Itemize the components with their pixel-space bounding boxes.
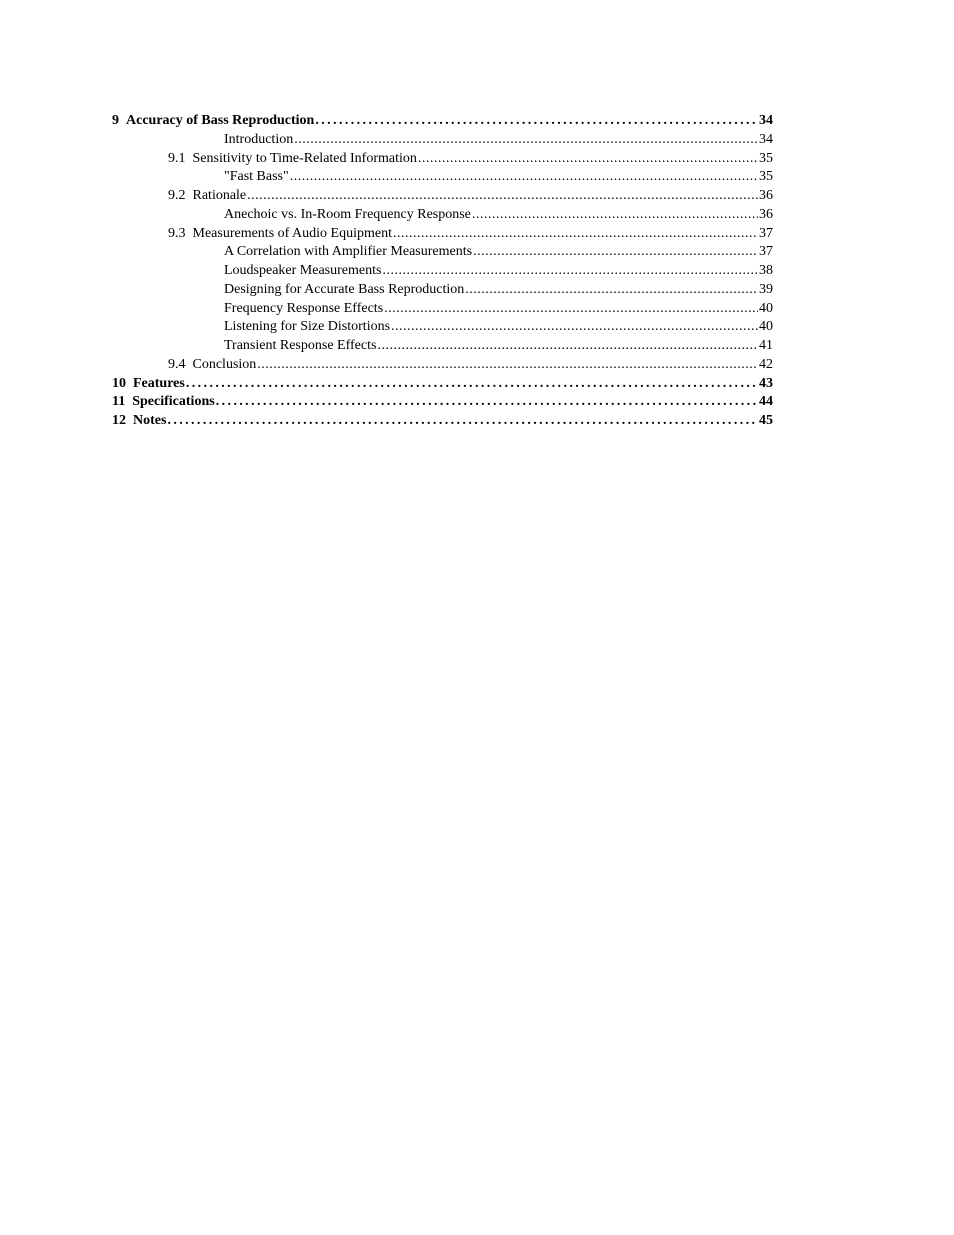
toc-entry-title: Measurements of Audio Equipment [192, 225, 392, 241]
toc-entry-title: Introduction [224, 131, 294, 147]
toc-entry-loudspeaker-measurements[interactable] [112, 262, 773, 281]
toc-entry-page: 36 [759, 188, 773, 203]
toc-entry-page: 40 [759, 300, 773, 316]
toc-entry-page: 45 [759, 413, 773, 428]
toc-entry-title: Conclusion [192, 356, 257, 372]
toc-entry-page: 34 [759, 131, 773, 147]
toc-entry-page: 40 [759, 319, 773, 335]
toc-entry-page: 43 [759, 375, 773, 391]
table-of-contents [112, 112, 773, 431]
toc-entry-chapter-9[interactable] [112, 112, 773, 131]
toc-entry-page: 35 [759, 150, 773, 166]
toc-dot-leader [315, 112, 758, 131]
toc-entry-title: Listening for Size Distortions [224, 319, 391, 335]
toc-entry-title: Anechoic vs. In-Room Frequency Response [224, 206, 471, 222]
toc-entry-transient-response[interactable] [112, 337, 773, 356]
toc-entry-number: 11 [112, 394, 126, 410]
toc-entry-chapter-10[interactable] [112, 375, 773, 394]
toc-entry-designing-bass[interactable] [112, 281, 773, 300]
toc-dot-leader [384, 300, 758, 319]
toc-entry-page: 41 [759, 338, 773, 353]
toc-entry-title: "Fast Bass" [224, 169, 289, 185]
toc-dot-leader [391, 318, 758, 337]
toc-dot-leader [472, 206, 758, 225]
toc-entry-title: Accuracy of Bass Reproduction [126, 113, 315, 128]
toc-dot-leader [186, 375, 758, 394]
toc-entry-title: Notes [133, 413, 167, 428]
toc-entry-fast-bass[interactable] [112, 168, 773, 187]
toc-entry-page: 35 [759, 169, 773, 185]
toc-entry-amplifier-correlation[interactable] [112, 243, 773, 262]
toc-entry-number: 10 [112, 375, 126, 391]
toc-dot-leader [377, 337, 758, 356]
toc-entry-page: 39 [759, 281, 773, 297]
toc-entry-frequency-response-effects[interactable] [112, 300, 773, 319]
toc-dot-leader [418, 150, 758, 169]
toc-entry-number: 9.3 [168, 225, 186, 241]
toc-entry-size-distortions[interactable] [112, 318, 773, 337]
toc-entry-section-9-4[interactable] [112, 356, 773, 375]
toc-dot-leader [290, 168, 758, 187]
toc-entry-section-9-1[interactable] [112, 150, 773, 169]
toc-dot-leader [294, 131, 758, 150]
toc-dot-leader [465, 281, 758, 300]
toc-entry-page: 37 [759, 225, 773, 241]
toc-dot-leader [216, 393, 758, 412]
toc-entry-title: Designing for Accurate Bass Reproduction [224, 281, 465, 297]
toc-entry-title: Loudspeaker Measurements [224, 263, 382, 278]
toc-dot-leader [473, 243, 758, 262]
toc-dot-leader [247, 187, 758, 206]
toc-entry-title: Features [133, 375, 185, 391]
toc-entry-section-9-3[interactable] [112, 225, 773, 244]
toc-entry-title: Specifications [132, 394, 215, 410]
toc-entry-anechoic-vs-in-room[interactable] [112, 206, 773, 225]
toc-entry-introduction[interactable] [112, 131, 773, 150]
toc-entry-number: 9 [112, 113, 119, 128]
toc-entry-title: Transient Response Effects [224, 338, 377, 353]
toc-entry-number: 9.2 [168, 188, 186, 203]
toc-entry-number: 12 [112, 413, 126, 428]
toc-entry-chapter-11[interactable] [112, 393, 773, 412]
toc-entry-title: Rationale [192, 188, 247, 203]
toc-entry-title: Sensitivity to Time-Related Information [192, 150, 417, 166]
toc-entry-page: 37 [759, 244, 773, 260]
toc-entry-title: A Correlation with Amplifier Measurements [224, 244, 473, 260]
toc-entry-page: 38 [759, 263, 773, 278]
toc-entry-page: 34 [759, 113, 773, 128]
toc-entry-page: 42 [759, 356, 773, 372]
toc-entry-number: 9.4 [168, 356, 186, 372]
toc-entry-chapter-12[interactable] [112, 412, 773, 431]
toc-dot-leader [257, 356, 758, 375]
toc-dot-leader [393, 225, 758, 244]
toc-dot-leader [167, 412, 758, 431]
toc-entry-page: 44 [759, 394, 773, 410]
toc-entry-section-9-2[interactable] [112, 187, 773, 206]
toc-entry-page: 36 [759, 206, 773, 222]
toc-dot-leader [382, 262, 758, 281]
toc-entry-number: 9.1 [168, 150, 186, 166]
toc-entry-title: Frequency Response Effects [224, 300, 384, 316]
